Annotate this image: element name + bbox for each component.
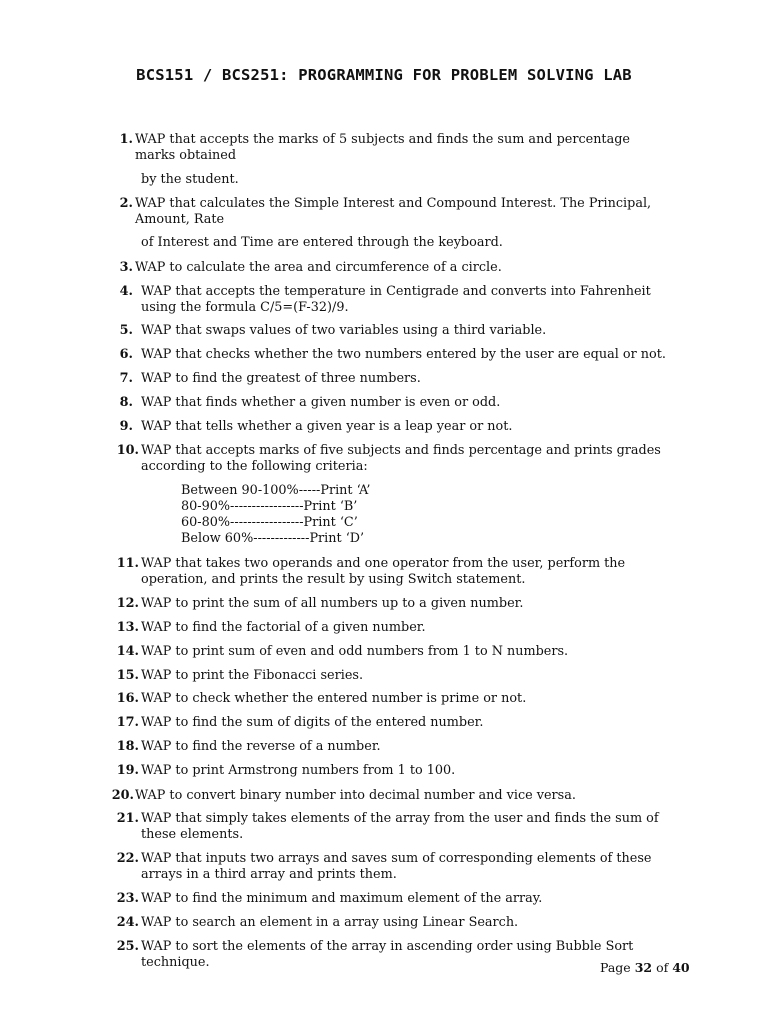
grade-line: 80-90%-----------------Print ‘B’	[181, 499, 358, 514]
item-text: WAP to sort the elements of the array in ascending order using Bubble Sort technique.	[141, 939, 634, 970]
page-total: 40	[672, 960, 690, 975]
grade-line: Below 60%-------------Print ‘D’	[181, 531, 365, 546]
item-number: 4.	[119, 284, 133, 299]
item-number: 10.	[116, 443, 139, 458]
item-text: WAP that calculates the Simple Interest and Compound Interest. The Principal, Amount, Rate	[135, 196, 652, 227]
item-text: WAP that takes two operands and one operator from the user, perform the operation, and prints the result by using Switch statement.	[141, 556, 626, 587]
item-number: 6.	[119, 347, 133, 362]
item-number: 23.	[116, 891, 139, 906]
item-text: WAP to print the Fibonacci series.	[141, 668, 364, 683]
item-number: 14.	[116, 644, 139, 659]
item-number: 15.	[116, 668, 139, 683]
grade-line: Between 90-100%-----Print ‘A’	[181, 483, 371, 498]
item-number: 18.	[116, 739, 139, 754]
grade-line: 60-80%-----------------Print ‘C’	[181, 515, 358, 530]
item-number: 7.	[119, 371, 133, 386]
item-text: WAP that simply takes elements of the array from the user and finds the sum of these elements.	[141, 811, 659, 842]
item-text: WAP that finds whether a given number is even or odd.	[141, 395, 501, 410]
item-number: 16.	[116, 691, 139, 706]
item-text: WAP that accepts marks of five subjects and finds percentage and prints grades according to the following criteria:	[141, 443, 661, 474]
item-text: WAP to find the reverse of a number.	[141, 739, 381, 754]
page-number: 32	[634, 960, 653, 975]
item-text: WAP to find the factorial of a given number.	[141, 620, 426, 635]
page-label: Page	[600, 960, 631, 975]
page-title: BCS151 / BCS251: PROGRAMMING FOR PROBLEM SOLVING LAB	[136, 66, 632, 84]
item-number: 24.	[116, 915, 139, 930]
item-number: 20.	[111, 788, 134, 803]
item-text: WAP that accepts the temperature in Centigrade and converts into Fahrenheit using the formula C/5=(F-32)/9.	[141, 284, 651, 315]
item-text: WAP that inputs two arrays and saves sum of corresponding elements of these arrays in a third array and prints them.	[141, 851, 652, 882]
item-text: WAP that checks whether the two numbers entered by the user are equal or not.	[141, 347, 666, 362]
item-text: WAP to convert binary number into decimal number and vice versa.	[135, 788, 576, 803]
item-number: 13.	[116, 620, 139, 635]
item-number: 19.	[116, 763, 139, 778]
item-number: 3.	[119, 260, 133, 275]
item-number: 8.	[119, 395, 133, 410]
item-text: WAP to print Armstrong numbers from 1 to 100.	[141, 763, 456, 778]
item-text: WAP to check whether the entered number is prime or not.	[141, 691, 527, 706]
item-continuation: of Interest and Time are entered through the keyboard.	[141, 235, 503, 250]
item-number: 11.	[116, 556, 139, 571]
item-continuation: by the student.	[141, 172, 239, 187]
of-label: of	[656, 960, 669, 975]
item-number: 1.	[119, 132, 133, 147]
item-number: 9.	[119, 419, 133, 434]
item-number: 25.	[116, 939, 139, 954]
item-number: 22.	[116, 851, 139, 866]
item-text: WAP that tells whether a given year is a leap year or not.	[141, 419, 513, 434]
item-text: WAP that accepts the marks of 5 subjects and finds the sum and percentage marks obtained	[135, 132, 630, 163]
item-number: 21.	[116, 811, 139, 826]
page-footer	[600, 960, 690, 976]
grade-criteria	[181, 483, 370, 547]
item-number: 12.	[116, 596, 139, 611]
item-number: 2.	[119, 196, 133, 211]
item-number: 17.	[116, 715, 139, 730]
item-text: WAP to find the minimum and maximum element of the array.	[141, 891, 543, 906]
item-text: WAP to print sum of even and odd numbers from 1 to N numbers.	[141, 644, 569, 659]
item-text: WAP to print the sum of all numbers up to a given number.	[141, 596, 524, 611]
item-text: WAP to find the sum of digits of the entered number.	[141, 715, 484, 730]
item-text: WAP to calculate the area and circumference of a circle.	[135, 260, 502, 275]
item-text: WAP that swaps values of two variables using a third variable.	[141, 323, 547, 338]
item-text: WAP to find the greatest of three numbers.	[141, 371, 421, 386]
item-text: WAP to search an element in a array using Linear Search.	[141, 915, 519, 930]
item-number: 5.	[119, 323, 133, 338]
